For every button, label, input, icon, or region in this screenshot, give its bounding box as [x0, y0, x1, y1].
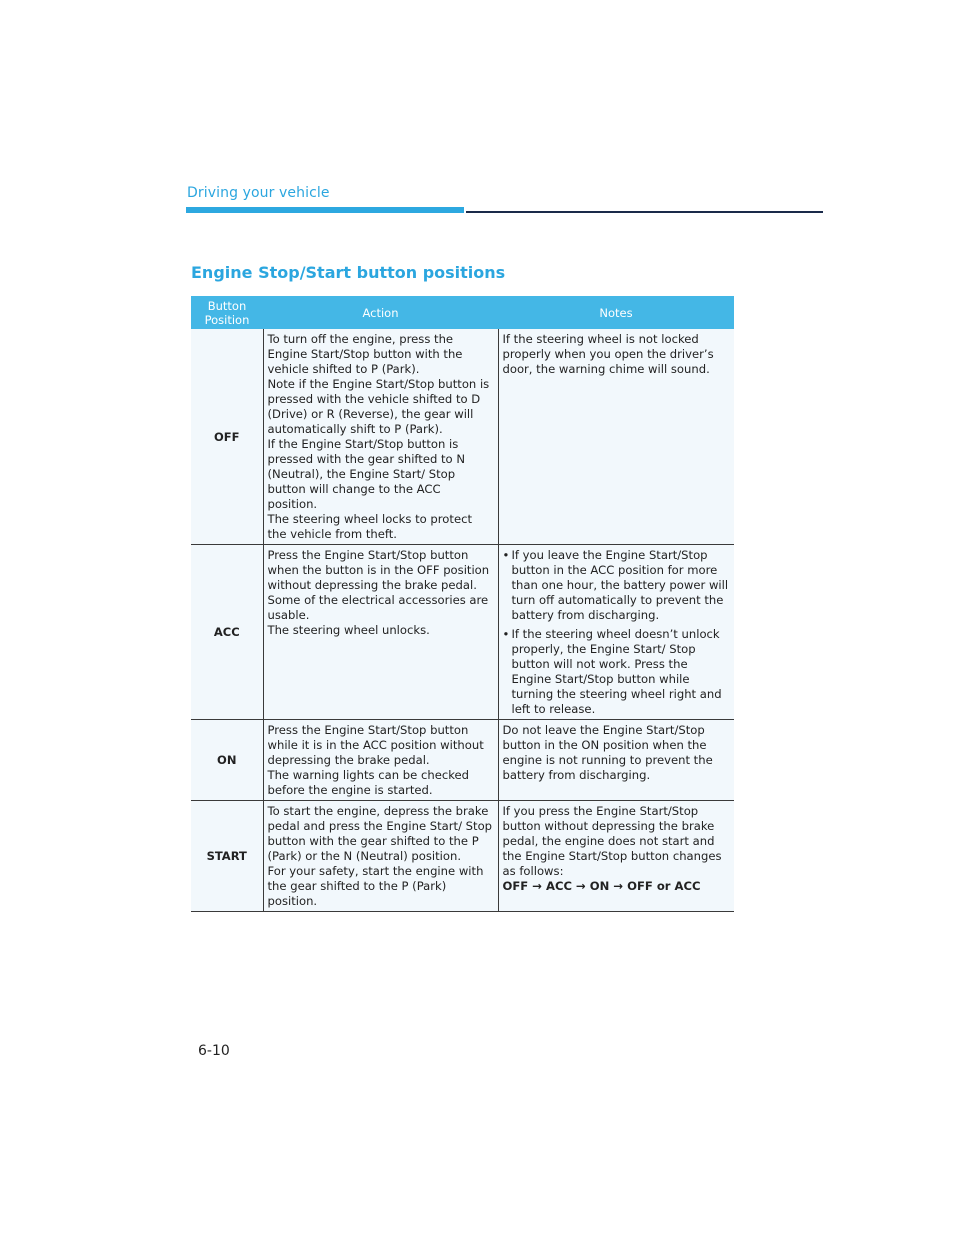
position-sequence: OFF → ACC → ON → OFF or ACC — [502, 879, 701, 893]
notes-acc — [498, 545, 734, 720]
column-header-position: Button Position — [191, 296, 263, 329]
action-text: Note if the Engine Start/Stop button is pressed with the vehicle shifted to D (Drive) or R (Reverse), the gear will automatically shift to P (Park). — [267, 377, 490, 436]
table-row-start — [191, 801, 734, 912]
position-start: START — [191, 801, 263, 912]
action-text: To turn off the engine, press the Engine Start/Stop button with the vehicle shifted to P (Park). — [267, 332, 463, 376]
notes-text: If you press the Engine Start/Stop button without depressing the brake pedal, the engine does not start and the Engine Start/Stop button changes as follows: — [502, 804, 722, 878]
button-positions-table — [191, 296, 734, 912]
action-text: The warning lights can be checked before the engine is started. — [267, 768, 469, 797]
column-header-action: Action — [263, 296, 498, 329]
notes-on — [498, 720, 734, 801]
action-start — [263, 801, 498, 912]
action-text: If the Engine Start/Stop button is pressed with the gear shifted to N (Neutral), the Engine Start/ Stop button will change to the ACC position. — [267, 437, 466, 511]
action-text: To start the engine, depress the brake pedal and press the Engine Start/ Stop button with the gear shifted to the P (Park) or the N (Neutral) position. — [267, 804, 493, 863]
column-header-notes: Notes — [498, 296, 734, 329]
page-number: 6-10 — [198, 1043, 230, 1059]
notes-bullet-list — [503, 548, 731, 717]
table-row-on — [191, 720, 734, 801]
action-text: For your safety, start the engine with the gear shifted to the P (Park) position. — [267, 864, 484, 908]
action-text: The steering wheel unlocks. — [267, 623, 430, 637]
bullet-text: If you leave the Engine Start/Stop button in the ACC position for more than one hour, the battery power will turn off automatically to prevent the battery from discharging. — [511, 548, 729, 622]
notes-text: Do not leave the Engine Start/Stop button in the ON position when the engine is not running to prevent the battery from discharging. — [502, 723, 713, 782]
action-acc — [263, 545, 498, 720]
notes-text: If the steering wheel is not locked properly when you open the driver’s door, the warning chime will sound. — [502, 332, 714, 376]
action-text: Press the Engine Start/Stop button while it is in the ACC position without depressing the brake pedal. — [267, 723, 484, 767]
table-row-acc — [191, 545, 734, 720]
table-header-row — [191, 296, 734, 329]
action-text: Press the Engine Start/Stop button when the button is in the OFF position without depressing the brake pedal. Some of the electrical accessories are usable. — [267, 548, 490, 622]
notes-off — [498, 329, 734, 545]
list-item — [503, 548, 731, 623]
bullet-text: If the steering wheel doesn’t unlock properly, the Engine Start/ Stop button will not work. Press the Engine Start/Stop button while turning the steering wheel right and left to release. — [511, 627, 722, 716]
position-off: OFF — [191, 329, 263, 545]
list-item — [503, 627, 731, 717]
bullet-icon: • — [502, 548, 510, 562]
bullet-icon: • — [502, 627, 510, 641]
page-heading: Engine Stop/Start button positions — [191, 263, 506, 282]
action-on — [263, 720, 498, 801]
section-title: Driving your vehicle — [187, 185, 330, 201]
header-divider-rule — [466, 211, 823, 213]
table-row-off — [191, 329, 734, 545]
header-accent-rule — [186, 207, 464, 213]
position-on: ON — [191, 720, 263, 801]
notes-start — [498, 801, 734, 912]
action-off — [263, 329, 498, 545]
position-acc: ACC — [191, 545, 263, 720]
action-text: The steering wheel locks to protect the vehicle from theft. — [267, 512, 472, 541]
